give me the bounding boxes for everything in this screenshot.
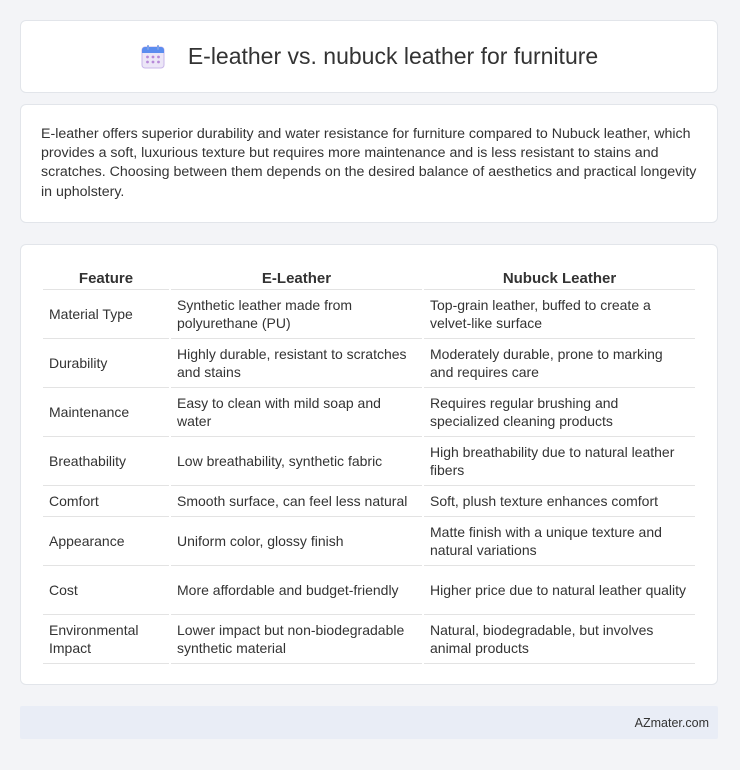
feature-cell: Maintenance <box>43 388 169 437</box>
table-row <box>43 339 695 388</box>
nubuck-cell: Top-grain leather, buffed to create a velvet-like surface <box>424 290 695 339</box>
table-row <box>43 437 695 486</box>
feature-cell: Durability <box>43 339 169 388</box>
table-row <box>43 517 695 566</box>
title-card <box>20 20 718 93</box>
e-leather-cell: Uniform color, glossy finish <box>171 517 422 566</box>
e-leather-cell: Easy to clean with mild soap and water <box>171 388 422 437</box>
feature-cell: Appearance <box>43 517 169 566</box>
comparison-card <box>20 244 718 685</box>
header-e-leather: E-Leather <box>171 267 422 290</box>
footer <box>20 706 718 739</box>
nubuck-cell: Requires regular brushing and specialized cleaning products <box>424 388 695 437</box>
header-nubuck-leather: Nubuck Leather <box>424 267 695 290</box>
nubuck-cell: Soft, plush texture enhances comfort <box>424 486 695 517</box>
feature-cell: Material Type <box>43 290 169 339</box>
feature-cell: Breathability <box>43 437 169 486</box>
e-leather-cell: Low breathability, synthetic fabric <box>171 437 422 486</box>
nubuck-cell: Moderately durable, prone to marking and requires care <box>424 339 695 388</box>
header-feature: Feature <box>43 267 169 290</box>
nubuck-cell: Higher price due to natural leather quality <box>424 566 695 615</box>
calendar-icon <box>140 44 166 70</box>
nubuck-cell: Matte finish with a unique texture and natural variations <box>424 517 695 566</box>
table-row <box>43 388 695 437</box>
nubuck-cell: High breathability due to natural leather fibers <box>424 437 695 486</box>
page-title: E-leather vs. nubuck leather for furniture <box>187 43 599 69</box>
feature-cell: Comfort <box>43 486 169 517</box>
e-leather-cell: Lower impact but non-biodegradable synthetic material <box>171 615 422 664</box>
site-credit[interactable]: AZmater.com <box>634 715 709 730</box>
intro-text: E-leather offers superior durability and water resistance for furniture compared to Nubuck leather, which provides a soft, luxurious texture but requires more maintenance and is less resistant to stains and scratches. Choosing between them depends on the desired balance of aesthetics and practical longevity in upholstery. <box>41 126 697 200</box>
table-header-row <box>43 267 695 290</box>
table-row <box>43 615 695 664</box>
table-row <box>43 290 695 339</box>
e-leather-cell: More affordable and budget-friendly <box>171 566 422 615</box>
nubuck-cell: Natural, biodegradable, but involves animal products <box>424 615 695 664</box>
table-row <box>43 566 695 615</box>
e-leather-cell: Synthetic leather made from polyurethane (PU) <box>171 290 422 339</box>
feature-cell: Environmental Impact <box>43 615 169 664</box>
feature-cell: Cost <box>43 566 169 615</box>
intro-card <box>20 104 718 223</box>
e-leather-cell: Smooth surface, can feel less natural <box>171 486 422 517</box>
table-row <box>43 486 695 517</box>
comparison-table <box>41 267 697 664</box>
e-leather-cell: Highly durable, resistant to scratches and stains <box>171 339 422 388</box>
